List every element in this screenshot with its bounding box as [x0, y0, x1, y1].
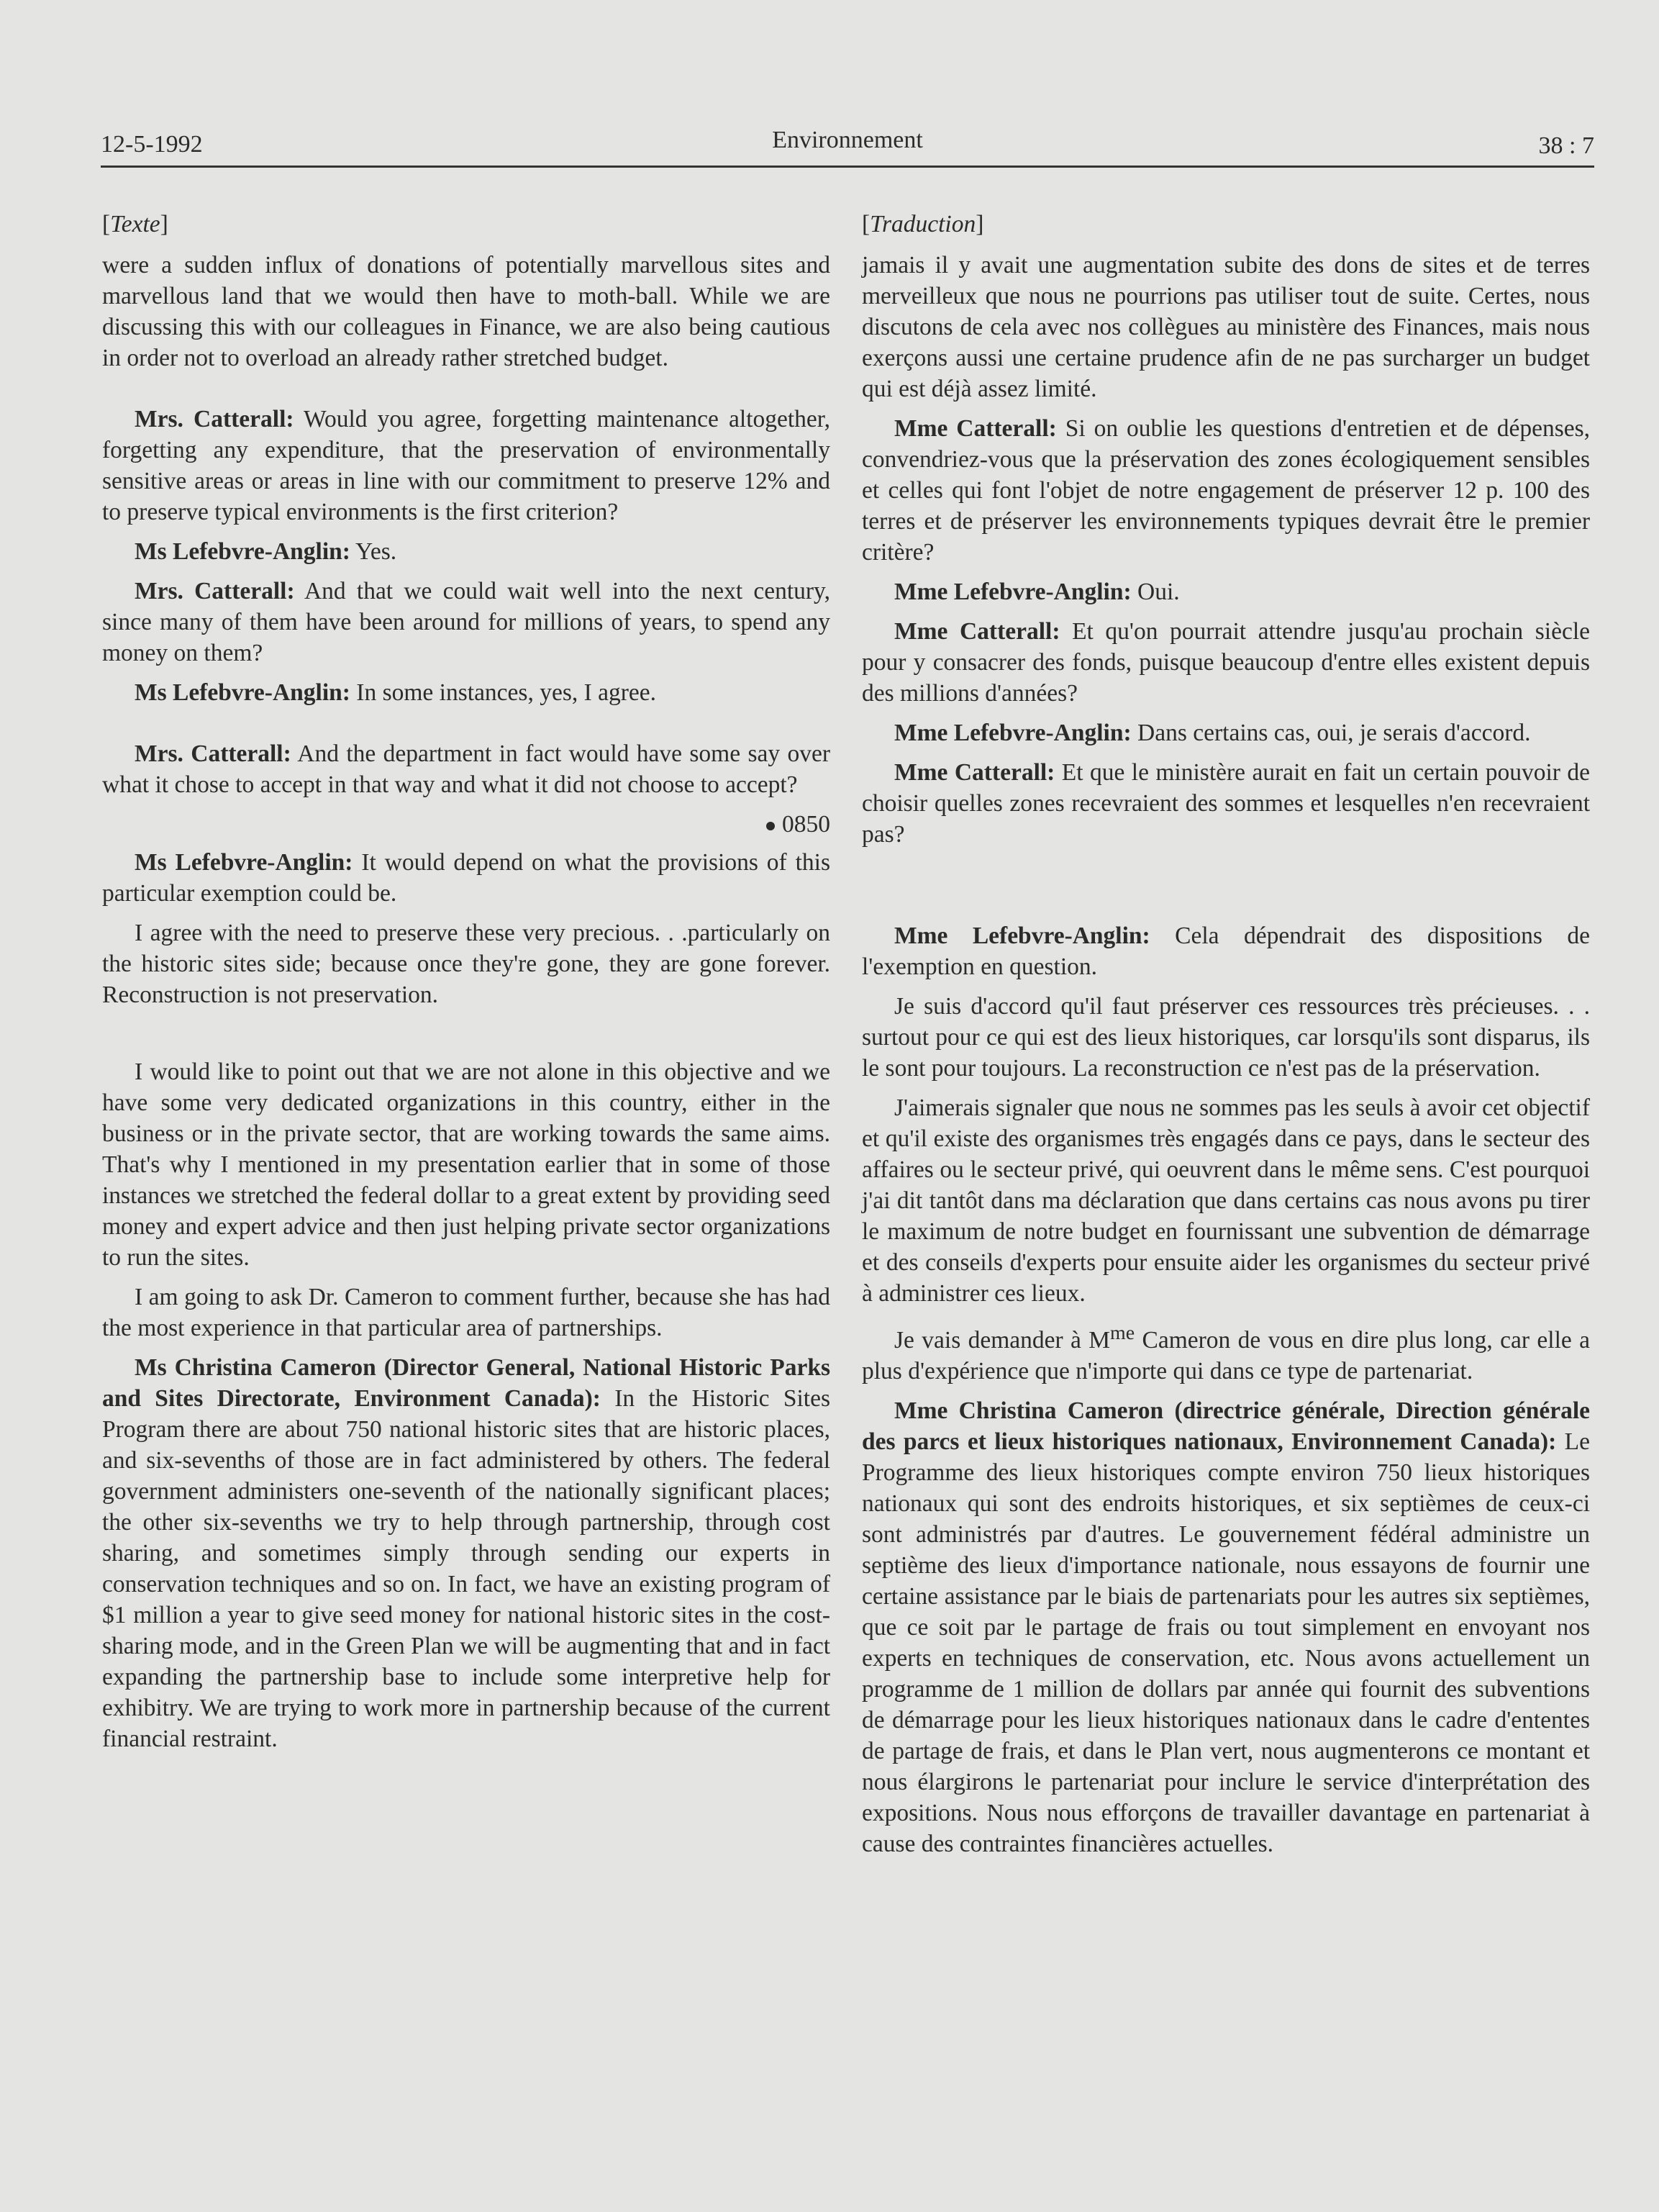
- timestamp: 0850: [782, 811, 830, 838]
- speaker-name: Ms Lefebvre-Anglin:: [135, 679, 350, 706]
- speech-paragraph: [862, 616, 1590, 709]
- speech-paragraph: [102, 677, 830, 708]
- speech-paragraph: [102, 404, 830, 527]
- speaker-name: Mrs. Catterall:: [135, 740, 291, 767]
- speech-text: Et que le ministère aurait en fait un certain pouvoir de choisir quelles zones recevraient des sommes et lesquelles n'en recevraient pas?: [862, 759, 1591, 848]
- section-label-traduction: [Traduction]: [862, 211, 984, 237]
- english-column: [102, 209, 830, 1763]
- speech-paragraph: [862, 920, 1590, 982]
- speech-paragraph: [102, 738, 830, 800]
- speech-text: Dans certains cas, oui, je serais d'accord.: [1131, 720, 1531, 746]
- header-title: Environnement: [772, 127, 923, 153]
- speech-text: Oui.: [1131, 579, 1180, 605]
- paragraph: I would like to point out that we are not alone in this objective and we have some very dedicated organizations in this country, either in the business or in the private sector, that are working towards the same aims. That's why I mentioned in my presentation earlier that in some of those instances we stretched the federal dollar to a great extent by providing seed money and expert advice and then just helping private sector organizations to run the sites.: [102, 1059, 830, 1271]
- speaker-name: Mrs. Catterall:: [135, 406, 294, 432]
- bullet-icon: [766, 822, 775, 830]
- speech-text: Yes.: [350, 538, 397, 565]
- speech-text: And the department in fact would have some say over what it chose to accept in that way and what it did not choose to accept?: [102, 740, 830, 798]
- paragraph: were a sudden influx of donations of potentially marvellous sites and marvellous land that we would then have to moth-ball. While we are discussing this with our colleagues in Finance, we are also being cautious in order not to overload an already rather stretched budget.: [102, 252, 830, 371]
- speech-text: It would depend on what the provisions of this particular exemption could be.: [102, 849, 830, 907]
- speech-paragraph: [862, 576, 1590, 607]
- page-header: [101, 122, 1594, 168]
- speaker-name: Mrs. Catterall:: [135, 578, 295, 604]
- speech-paragraph: [862, 757, 1590, 850]
- paragraph: Je vais demander à $M^{me}$ Cameron de vous en dire plus long, car elle a plus d'expérience que n'importe qui dans ce type de partenariat.: [862, 1322, 1590, 1385]
- paragraph: I agree with the need to preserve these very precious. . .particularly on the historic sites side; because once they're gone, they are gone forever. Reconstruction is not preservation.: [102, 920, 830, 1008]
- speech-text: Si on oublie les questions d'entretien et de dépenses, convendriez-vous que la préservation des zones écologiquement sensibles et celles qui font l'objet de notre engagement de préserver 12 p. 100 des terres et de préserver les environnements typiques devrait être le premier critère?: [862, 415, 1591, 566]
- speech-paragraph: [102, 576, 830, 668]
- speaker-name: Mme Catterall:: [894, 759, 1055, 786]
- speech-paragraph: [102, 847, 830, 909]
- speaker-name: Mme Lefebvre-Anglin:: [894, 579, 1132, 605]
- speech-paragraph: [862, 1395, 1590, 1859]
- header-page-number: 38 : 7: [1538, 132, 1594, 159]
- speech-text: Would you agree, forgetting maintenance altogether, forgetting any expenditure, that the preservation of environmentally sensitive areas or areas in line with our commitment to preserve 12% and to preserve typical environments is the first criterion?: [102, 406, 830, 525]
- paragraph: I am going to ask Dr. Cameron to comment further, because she has had the most experience in that particular area of partnerships.: [102, 1284, 830, 1341]
- speaker-name: Mme Catterall:: [894, 618, 1060, 645]
- section-label-texte: [Texte]: [102, 211, 168, 237]
- speaker-name: Ms Lefebvre-Anglin:: [135, 849, 353, 876]
- paragraph: J'aimerais signaler que nous ne sommes pas les seuls à avoir cet objectif et qu'il existe des organismes très engagés dans ce pays, dans le secteur des affaires ou le secteur privé, qui oeuvrent dans le même sens. C'est pourquoi j'ai dit tantôt dans ma déclaration que dans certains cas nous avons pu tirer le maximum de notre budget en fournissant une subvention de démarrage et des conseils d'experts pour ensuite aider les organismes du secteur privé à administrer ces lieux.: [862, 1094, 1590, 1307]
- speech-text: In the Historic Sites Program there are about 750 national historic sites that are historic places, and six-sevenths of those are in fact administered by others. The federal government administers one-seventh of the nationally significant places; the other six-sevenths we try to help through partnership, through cost sharing, and sometimes simply through sending our experts in conservation techniques and so on. In fact, we have an existing program of $1 million a year to give seed money for national historic sites in the cost-sharing mode, and in the Green Plan we will be augmenting that and in fact expanding the partnership base to include some interpretive help for exhibitry. We are trying to work more in partnership because of the current financial restraint.: [102, 1385, 830, 1752]
- speech-text: Le Programme des lieux historiques compte environ 750 lieux historiques nationaux qui sont des endroits historiques, et six septièmes de ceux-ci sont administrés par d'autres. Le gouvernement fédéral administre un septième des lieux d'importance nationale, nous essayons de fournir une certaine assistance par le biais de partenariats pour les autres six septièmes, que ce soit par le partage de frais ou tout simplement en envoyant nos experts en techniques de conservation, etc. Nous avons actuellement un programme de 1 million de dollars par année qui fournit des subventions de démarrage pour les lieux historiques nationaux dans le cadre d'ententes de partage de frais, et dans le Plan vert, nous augmenterons ce montant et nous élargirons le partenariat pour inclure le service d'interprétation des expositions. Nous nous efforçons de travailler davantage en partenariat à cause des contraintes financières actuelles.: [862, 1428, 1590, 1858]
- speech-text: Cela dépendrait des dispositions de l'exemption en question.: [862, 923, 1590, 980]
- paragraph: Je suis d'accord qu'il faut préserver ces ressources très précieuses. . . surtout pour ce qui est des lieux historiques, car lorsqu'ils sont disparus, ils le sont pour toujours. La reconstruction ce n'est pas de la préservation.: [862, 993, 1590, 1082]
- speech-text: Et qu'on pourrait attendre jusqu'au prochain siècle pour y consacrer des fonds, puisque beaucoup d'entre elles existent depuis des millions d'années?: [862, 618, 1591, 707]
- speaker-name: Mme Lefebvre-Anglin:: [894, 923, 1150, 949]
- speech-paragraph: [102, 536, 830, 567]
- speech-paragraph: [862, 413, 1590, 568]
- paragraph: jamais il y avait une augmentation subite des dons de sites et de terres merveilleux que nous ne pourrions pas utiliser tout de suite. Certes, nous discutons de cela avec nos collègues au ministère des Finances, mais nous exerçons aussi une certaine prudence afin de ne pas surcharger un budget qui est déjà assez limité.: [862, 252, 1590, 402]
- header-date: 12-5-1992: [101, 131, 203, 158]
- speaker-name: Mme Lefebvre-Anglin:: [894, 720, 1132, 746]
- speaker-name: Mme Catterall:: [894, 415, 1057, 442]
- speaker-name: Ms Christina Cameron (Director General, National Historic Parks and Sites Directorate, Environment Canada):: [102, 1354, 830, 1412]
- speech-text: In some instances, yes, I agree.: [350, 679, 657, 706]
- timestamp-marker: [102, 809, 830, 840]
- speaker-name: Ms Lefebvre-Anglin:: [135, 538, 350, 565]
- french-column: [862, 209, 1590, 1868]
- speech-paragraph: [862, 717, 1590, 748]
- speech-paragraph: [102, 1352, 830, 1754]
- speech-text: And that we could wait well into the next century, since many of them have been around for millions of years, to spend any money on them?: [102, 578, 830, 666]
- speaker-name: Mme Christina Cameron (directrice générale, Direction générale des parcs et lieux historiques nationaux, Environnement Canada):: [862, 1397, 1590, 1456]
